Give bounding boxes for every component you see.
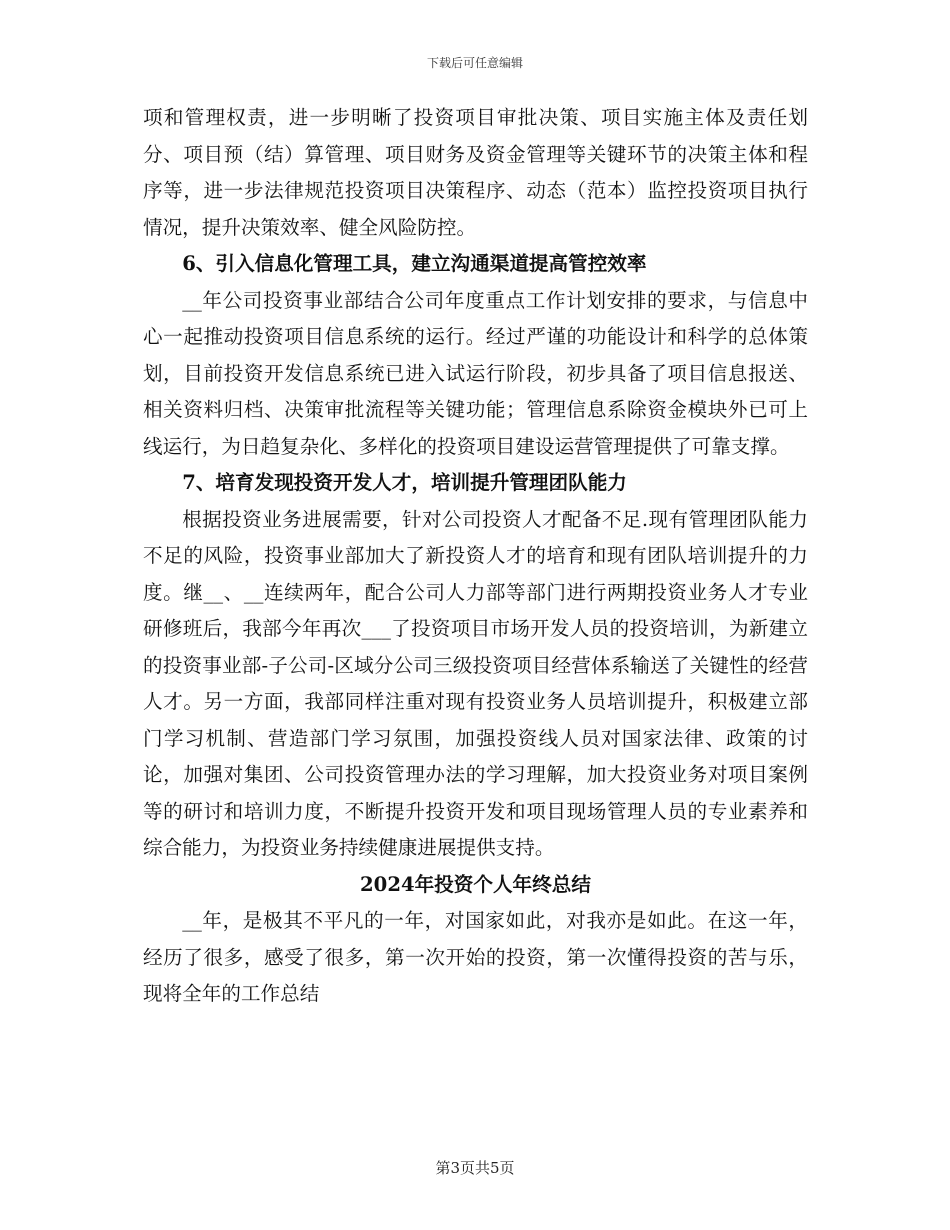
page-footer: 第3页共5页 — [435, 1159, 515, 1177]
section-heading-7: 7、培育发现投资开发人才，培训提升管理团队能力 — [182, 471, 627, 494]
page-header: 下载后可任意编辑 — [426, 56, 523, 70]
paragraph-continuation: 项和管理权责，进一步明晰了投资项目审批决策、项目实施主体及责任划分、项目预（结）算管理、项目财务及资金管理等关键环节的决策主体和程序等，进一步法律规范投资项目决策程序、动态（范本）监控投资项目执行情况，提升决策效率、健全风险防控。 — [143, 106, 808, 239]
paragraph-talent-training: 根据投资业务进展需要，针对公司投资人才配备不足.现有管理团队能力不足的风险，投资事业部加大了新投资人才的培育和现有团队培训提升的力度。继__、__连续两年，配合公司人力部等部门进行两期投资业务人才专业研修班后，我部今年再次___了投资项目市场开发人员的投资培训，为新建立的投资事业部-子公司-区域分公司三级投资项目经营体系输送了关键性的经营人才。另一方面，我部同样注重对现有投资业务人员培训提升，积极建立部门学习机制、营造部门学习氛围，加强投资线人员对国家法律、政策的讨论，加强对集团、公司投资管理办法的学习理解，加大投资业务对项目案例等的研讨和培训力度，不断提升投资开发和项目现场管理人员的专业素养和综合能力，为投资业务持续健康进展提供支持。 — [143, 507, 808, 859]
document-title-2024: 2024年投资个人年终总结 — [360, 872, 591, 896]
paragraph-info-system: __年公司投资事业部结合公司年度重点工作计划安排的要求，与信息中心一起推动投资项目信息系统的运行。经过严谨的功能设计和科学的总体策划，目前投资开发信息系统已进入试运行阶段，初步具备了项目信息报送、相关资料归档、决策审批流程等关键功能；管理信息系除资金模块外已可上线运行，为日趋复杂化、多样化的投资项目建设运营管理提供了可靠支撑。 — [143, 288, 808, 458]
document-body — [143, 100, 808, 1013]
paragraph-intro-summary: __年，是极其不平凡的一年，对国家如此，对我亦是如此。在这一年，经历了很多，感受了很多，第一次开始的投资，第一次懂得投资的苦与乐，现将全年的工作总结 — [143, 909, 808, 1005]
section-heading-6: 6、引入信息化管理工具，建立沟通渠道提高管控效率 — [182, 252, 647, 275]
